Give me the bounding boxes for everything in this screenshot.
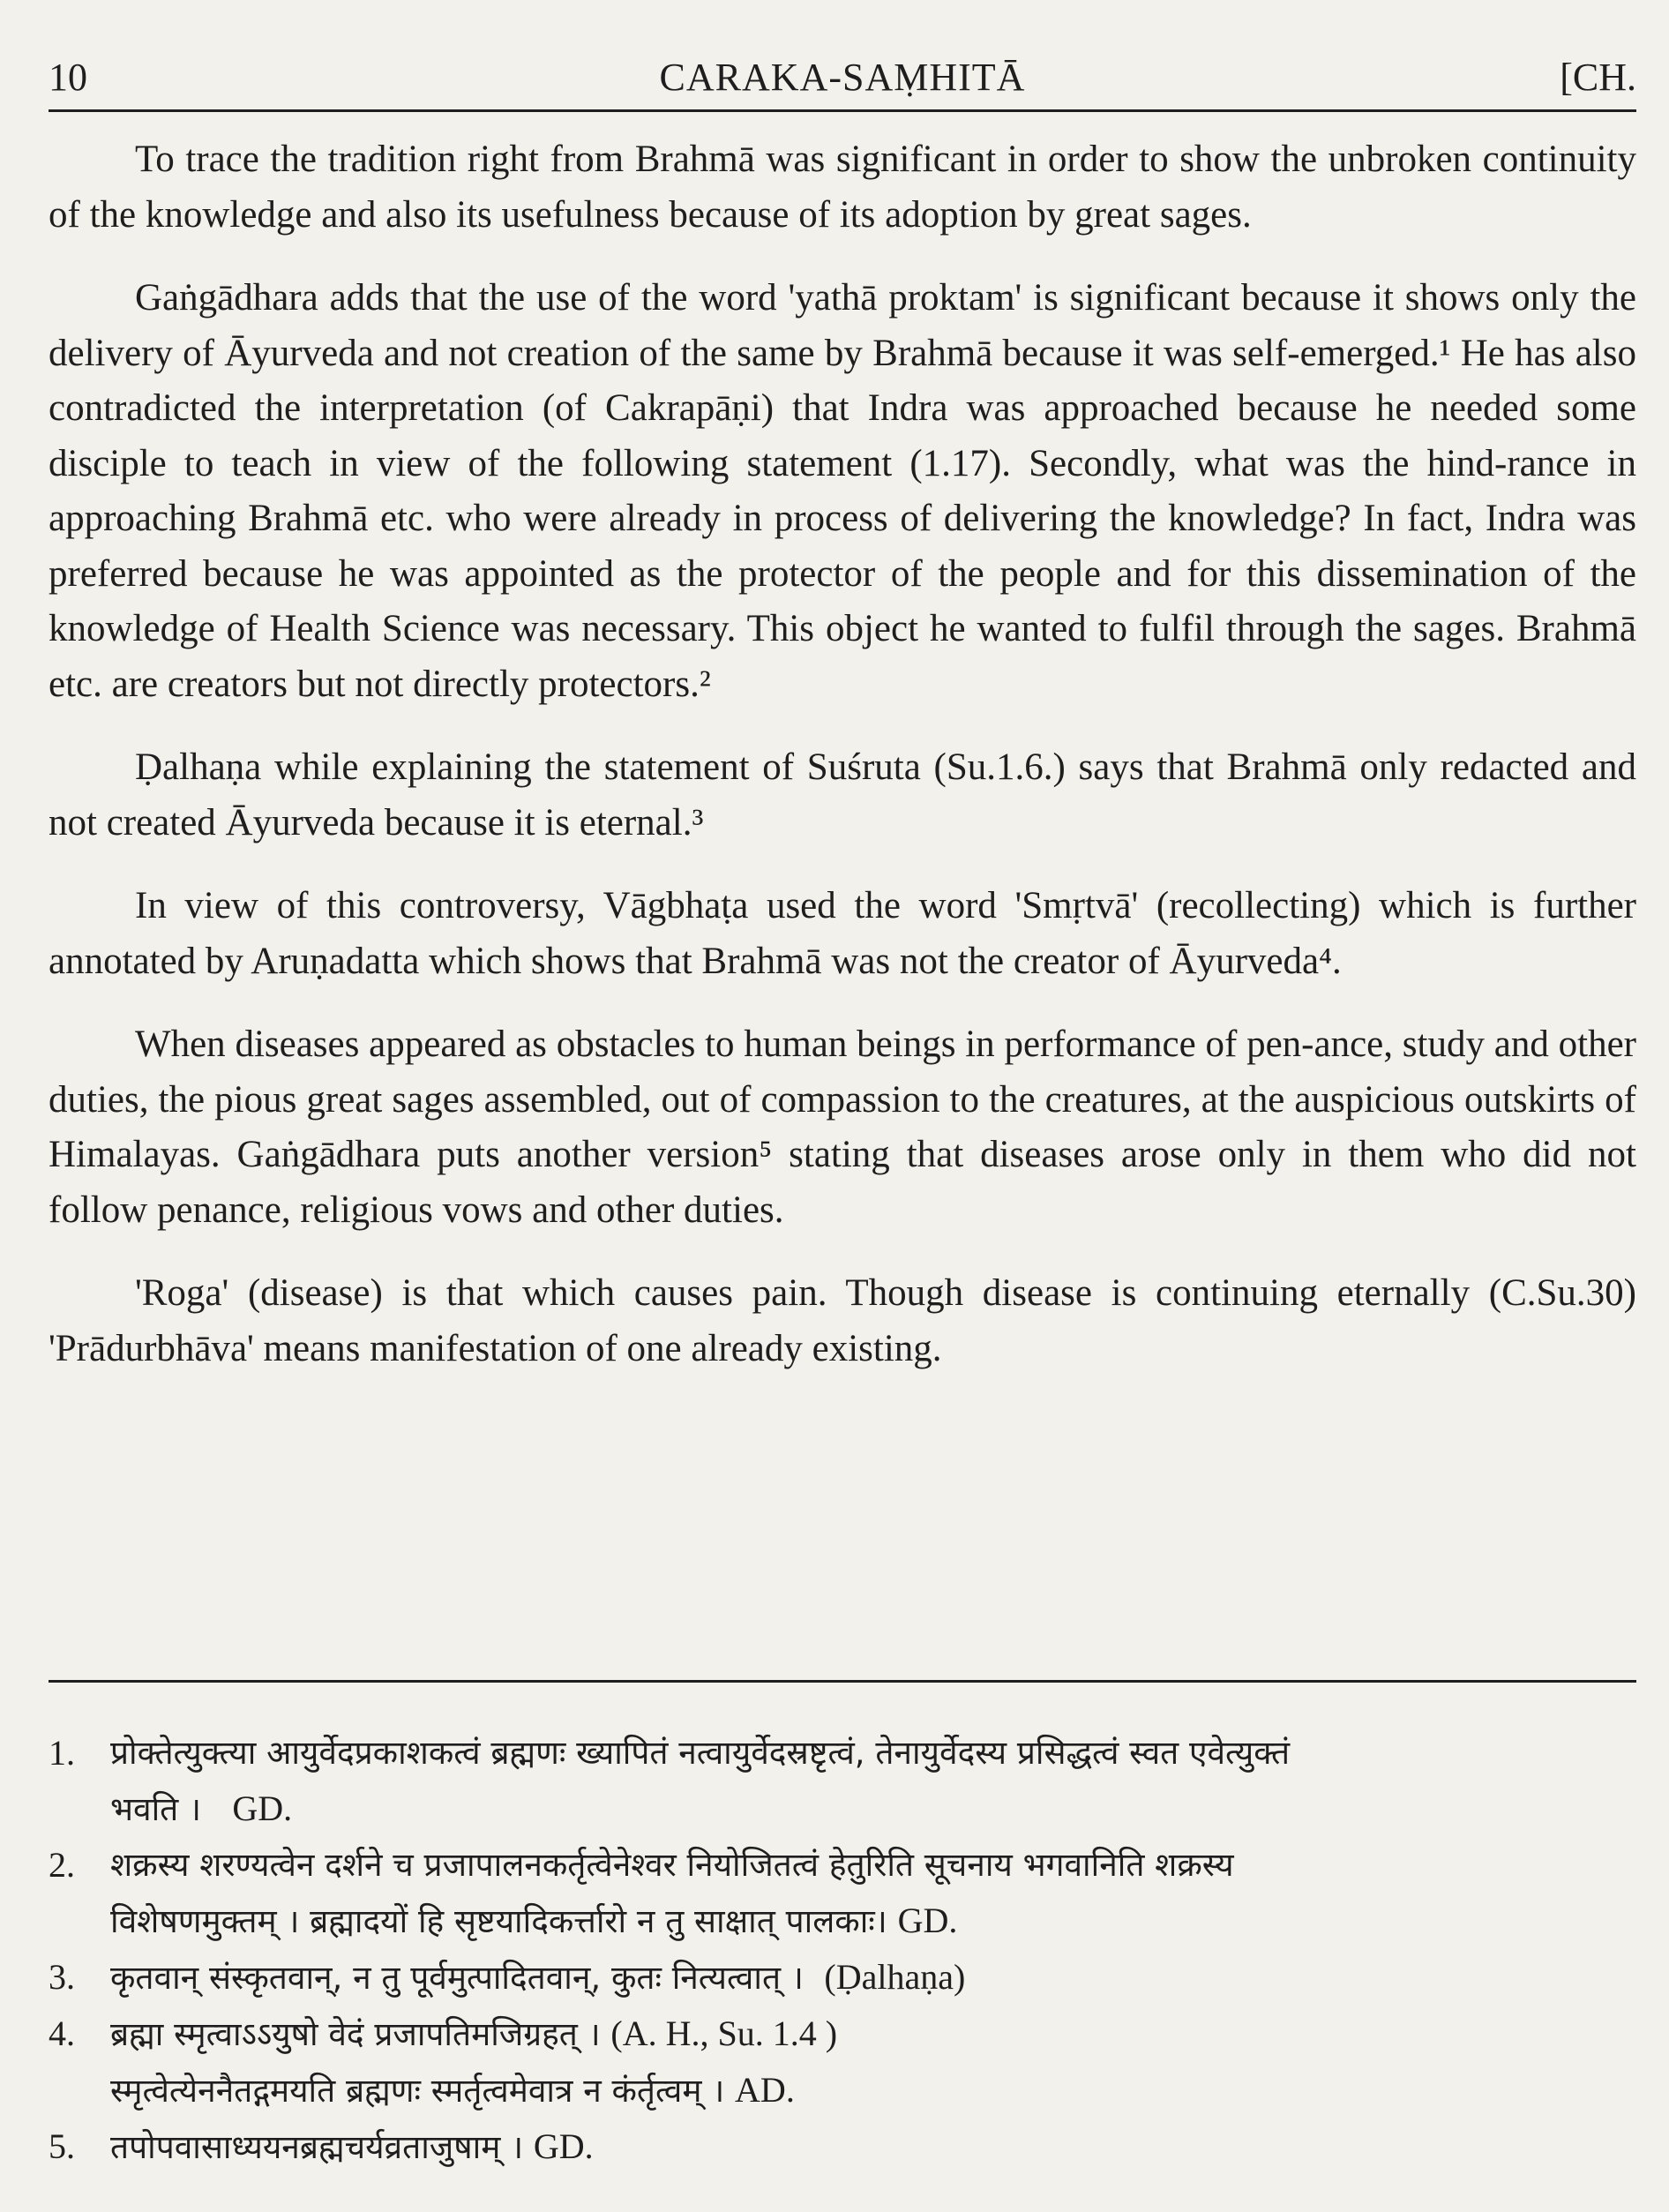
footnote-line-wrap [110,2118,1636,2175]
footnote-line: शक्रस्य शरण्यत्वेन दर्शने च प्रजापालनकर्तृत्वेनेश्वर नियोजितत्वं हेतुरिति सूचनाय भगवानिति शक्रस्य [110,1846,1234,1884]
footnote-rule [49,1680,1636,1683]
footnote-3 [49,1949,1636,2006]
footnote-source: GD. [897,1901,958,1940]
footnote-line-wrap [110,1893,1636,1949]
footnote-line: कृतवान् संस्कृतवान्, न तु पूर्वमुत्पादितवान्, कुतः नित्यत्वात् । [110,1959,804,1997]
footnote-line-wrap [110,1949,1636,2006]
paragraph: 'Roga' (disease) is that which causes pain. Though disease is continuing eternally (C.Su.30) 'Prādurbhāva' means manifestation of one already existing. [49,1272,1636,1369]
footnote-line: विशेषणमुक्तम् । ब्रह्मादयों हि सृष्टयादिकर्त्तारो न तु साक्षात् पालकाः। [110,1902,887,1940]
footnote-number: 1. [49,1733,75,1773]
footnote-line: स्मृत्वेत्येननैतद्गमयति ब्रह्मणः स्मर्तृत्वमेवात्र न कंर्तृत्वम् । [110,2072,725,2110]
chapter-mark: [CH. [1560,56,1636,99]
footnote-source: AD. [735,2070,795,2110]
footnote-line-wrap [110,2062,1636,2118]
paragraph: In view of this controversy, Vāgbhaṭa used the word 'Smṛtvā' (recollecting) which is further annotated by Aruṇadatta which shows that Brahmā was not the creator of Āyurveda⁴. [49,885,1636,982]
main-text [49,132,1636,1405]
paragraph: Ḍalhaṇa while explaining the statement of Suśruta (Su.1.6.) says that Brahmā only redacted and not created Āyurveda because it is eternal.³ [49,746,1636,844]
footnote-4 [49,2006,1636,2118]
footnote-2 [49,1837,1636,1949]
footnote-source: GD. [533,2126,594,2166]
paragraph: Gaṅgādhara adds that the use of the word 'yathā proktam' is significant because it shows only the delivery of Āyurveda and not creation of the same by Brahmā because it was self-emerged.¹ He has also contradicted the interpretation (of Cakrapāṇi) that Indra was approached because he needed some disciple to teach in view of the following statement (1.17). Secondly, what was the hind-rance in approaching Brahmā etc. who were already in process of delivering the knowledge? In fact, Indra was preferred because he was appointed as the protector of the people and for this dissemination of the knowledge of Health Science was necessary. This object he wanted to fulfil through the sages. Brahmā etc. are creators but not directly protectors.² [49,277,1636,705]
footnotes [49,1725,1636,2175]
paragraph: To trace the tradition right from Brahmā was significant in order to show the unbroken continuity of the knowledge and also its usefulness because of its adoption by great sages. [49,139,1636,236]
page-number: 10 [49,56,87,99]
footnote-number: 3. [49,1957,75,1997]
footnote-number: 2. [49,1845,75,1885]
footnote-source: GD. [232,1788,293,1828]
running-head [49,51,1636,104]
footnote-source: (Ḍalhaṇa) [824,1957,966,1997]
header-rule [49,109,1636,112]
footnote-line: ब्रह्मा स्मृत्वाऽऽयुषो वेदं प्रजापतिमजिग्रहत् । [110,2015,601,2053]
footnote-line-wrap [110,2006,1636,2062]
footnote-line: भवति । [110,1790,202,1828]
footnote-source: (A. H., Su. 1.4 ) [610,2013,838,2053]
footnote-line-wrap [110,1781,1636,1837]
footnote-number: 5. [49,2126,75,2166]
footnote-line: प्रोक्तेत्युक्त्या आयुर्वेदप्रकाशकत्वं ब्रह्मणः ख्यापितं नत्वायुर्वेदस्रष्टृत्वं, तेनायुर्वेदस्य प्रसिद्धत्वं स्वत एवेत्युक्तं [110,1734,1291,1772]
footnote-number: 4. [49,2013,75,2053]
footnote-line: तपोपवासाध्ययनब्रह्मचर्यव्रताजुषाम् । [110,2128,524,2166]
footnote-1 [49,1725,1636,1837]
footnote-5 [49,2118,1636,2175]
book-title: CARAKA-SAṂHITĀ [659,56,1026,99]
paragraph: When diseases appeared as obstacles to human beings in performance of pen-ance, study and other duties, the pious great sages assembled, out of compassion to the creatures, at the auspicious outskirts of Himalayas. Gaṅgādhara puts another version⁵ stating that diseases arose only in them who did not follow penance, religious vows and other duties. [49,1024,1636,1231]
